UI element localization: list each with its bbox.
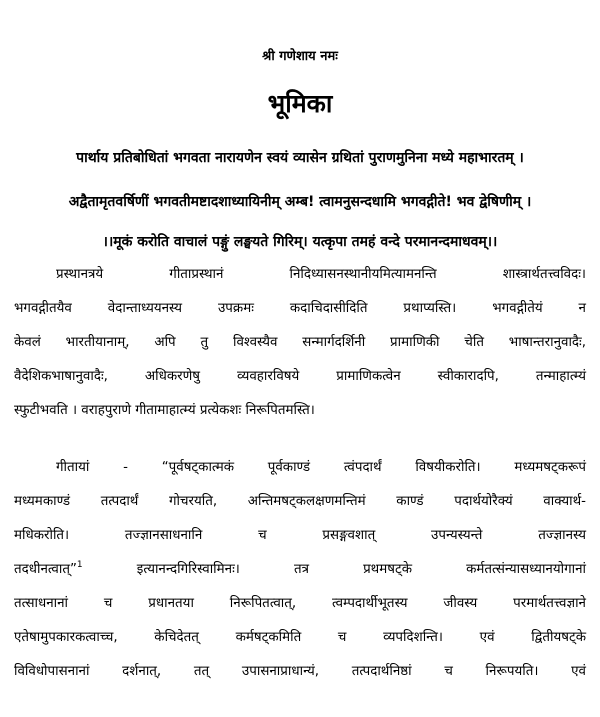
paragraph-line: स्फुटीभवति । वराहपुराणे गीतामाहात्म्यं प्रत्येकशः निरूपितमस्ति। — [14, 403, 315, 418]
paragraph-line: वैदेशिकभाषानुवादैः, अधिकरणेषु व्यवहारविषये प्रामाणिकत्वेन स्वीकारादपि, तन्माहात्म्यं — [14, 369, 586, 384]
paragraph-line-with-footnote — [14, 553, 586, 587]
paragraph-1 — [14, 258, 586, 428]
invocation-line: श्री गणेशाय नमः — [262, 49, 338, 64]
page-title: भूमिका — [267, 89, 333, 118]
footnote-reference[interactable]: 1 — [76, 560, 83, 570]
paragraph-line: गीतायां - “पूर्वषट्कात्मकं पूर्वकाण्डं त्वंपदार्थं विषयीकरोति। मध्यमषट्करूपं — [56, 460, 586, 475]
paragraph-line: भगवद्गीतयैव वेदान्ताध्ययनस्य उपक्रमः कदाचिदासीदिति प्रथाप्यस्ति। भगवद्गीतेयं न — [14, 301, 586, 316]
paragraph-2 — [14, 451, 586, 689]
quote-end-text: तदधीनत्वात्” — [14, 562, 77, 577]
verse-line-3: ।।मूकं करोति वाचालं पङ्गुं लङ्घयते गिरिम्। यत्कृपा तमहं वन्दे परमानन्दमाधवम्।। — [102, 234, 498, 250]
paragraph-line: प्रस्थानत्रये गीताप्रस्थानं निदिध्यासनस्थानीयमित्यामनन्ति शास्त्रार्थतत्त्वविदः। — [56, 267, 586, 282]
paragraph-line: तत्साधनानां च प्रधानतया निरूपितत्वात्, त्वम्पदार्थीभूतस्य जीवस्य परमार्थतत्त्वज्ञाने — [14, 596, 586, 611]
paragraph-line: एतेषामुपकारकत्वाच्च, केचिदेतत् कर्मषट्कमिति च व्यपदिशन्ति। एवं द्वितीयषट्के — [14, 630, 586, 645]
verse-line-1: पार्थाय प्रतिबोधितां भगवता नारायणेन स्वयं व्यासेन ग्रथितां पुराणमुनिना मध्ये महाभारतम् । — [76, 150, 524, 166]
attribution-text: इत्यानन्दगिरिस्वामिनः। तत्र प्रथमषट्के कर्मतत्संन्यासध्यानयोगानां — [82, 562, 586, 577]
paragraph-line: विविधोपासनानां दर्शनात्, तत् उपासनाप्राधान्यं, तत्पदार्थनिष्ठां च निरूपयति। एवं — [14, 664, 586, 679]
paragraph-line: मधिकरोति। तज्ज्ञानसाधनानि च प्रसङ्गवशात् उपन्यस्यन्ते तज्ज्ञानस्य — [14, 528, 586, 543]
verse-line-2: अद्वैतामृतवर्षिणीं भगवतीमष्टादशाध्यायिनीम् अम्ब! त्वामनुसन्दधामि भगवद्गीते! भव द्वेषिणीम् । — [68, 194, 532, 210]
paragraph-line: मध्यमकाण्डं तत्पदार्थं गोचरयति, अन्तिमषट्कलक्षणमन्तिमं काण्डं पदार्थयोरैक्यं वाक्यार्थ- — [14, 494, 586, 509]
paragraph-line: केवलं भारतीयानाम्, अपि तु विश्वस्यैव सन्मार्गदर्शिनी प्रामाणिकी चेति भाषान्तरानुवादैः, — [14, 335, 586, 350]
